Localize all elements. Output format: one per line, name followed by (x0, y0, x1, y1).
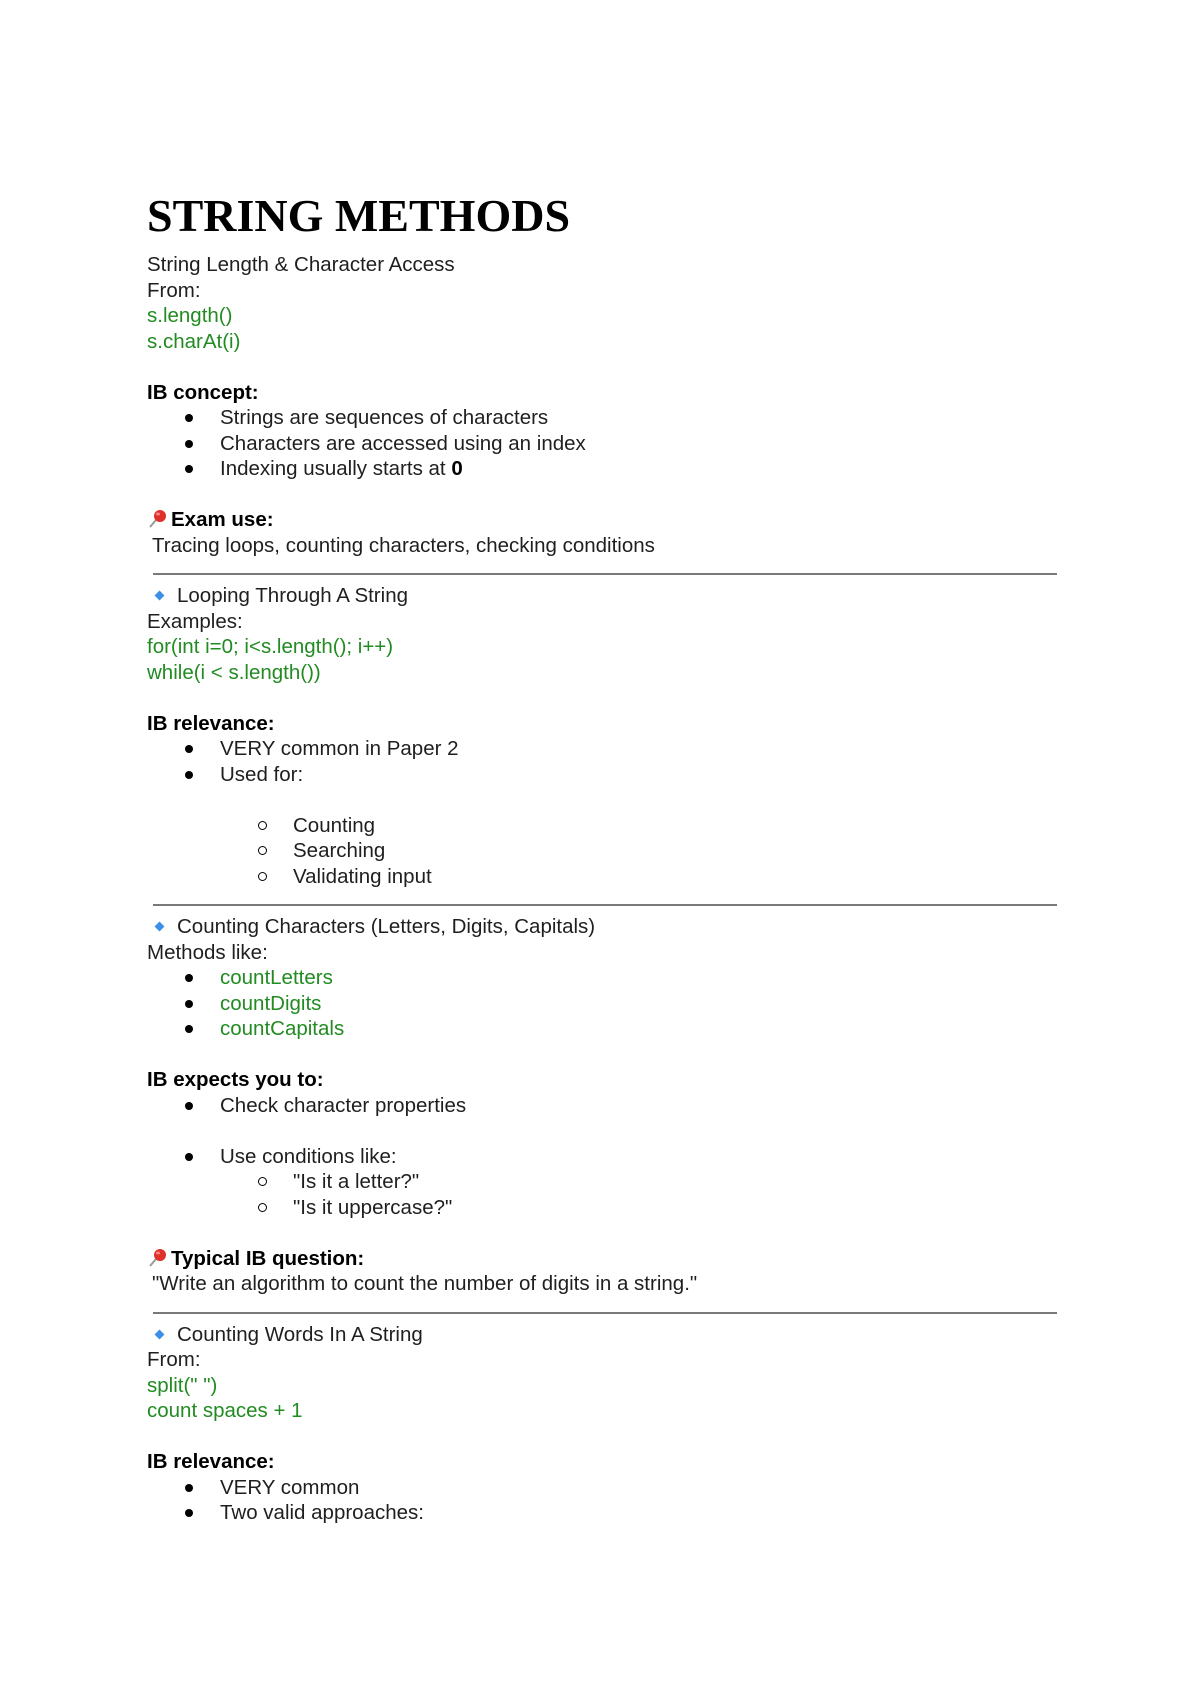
code-line: s.charAt(i) (147, 329, 241, 353)
bullet-icon (185, 1000, 193, 1008)
conditions-sublist (147, 1169, 1067, 1220)
list-item: Indexing usually starts at 0 (147, 456, 1067, 482)
list-item: VERY common in Paper 2 (147, 736, 1067, 762)
bullet-icon (185, 1153, 193, 1161)
sublist-item: "Is it uppercase?" (147, 1195, 1067, 1221)
index-zero: 0 (451, 457, 463, 480)
pushpin-icon (147, 1247, 171, 1267)
from-label: From: (147, 1348, 201, 1371)
sublist-item: Validating input (147, 864, 1067, 890)
bullet-icon (185, 1025, 193, 1033)
code-line: s.length() (147, 304, 233, 327)
from-label: From: (147, 278, 201, 302)
code-line: while(i < s.length()) (147, 660, 321, 684)
sublist-item: Searching (147, 838, 1067, 864)
divider (153, 1312, 1057, 1314)
circle-bullet-icon (258, 872, 267, 881)
concept-list (147, 405, 1067, 482)
list-item: countDigits (147, 991, 1067, 1017)
exam-use-label: Exam use: (147, 507, 1067, 533)
bullet-icon (185, 1509, 193, 1517)
question-label: Typical IB question: (147, 1246, 1067, 1272)
bullet-icon (185, 771, 193, 779)
section-heading: String Length & Character Access (147, 253, 455, 276)
methods-list (147, 965, 1067, 1042)
expects-list (147, 1093, 1067, 1119)
circle-bullet-icon (258, 1177, 267, 1186)
page-title: STRING METHODS (147, 190, 571, 241)
list-item: Used for: (147, 762, 1067, 788)
list-item: VERY common (147, 1475, 1067, 1501)
question-text: "Write an algorithm to count the number of digits in a string." (152, 1272, 698, 1295)
relevance-list (147, 1475, 1067, 1526)
blue-diamond-icon (155, 591, 165, 601)
section-heading: Counting Characters (Letters, Digits, Capitals) (147, 914, 1067, 940)
circle-bullet-icon (258, 1203, 267, 1212)
expects-label: IB expects you to: (147, 1068, 324, 1091)
divider (153, 904, 1057, 906)
code-line: count spaces + 1 (147, 1399, 303, 1422)
list-item: countLetters (147, 965, 1067, 991)
used-for-sublist (147, 813, 1067, 890)
sublist-item: "Is it a letter?" (147, 1169, 1067, 1195)
list-item: Strings are sequences of characters (147, 405, 1067, 431)
relevance-label: IB relevance: (147, 1450, 275, 1473)
section-heading: Looping Through A String (147, 583, 1067, 609)
relevance-label: IB relevance: (147, 711, 275, 735)
concept-label: IB concept: (147, 380, 259, 404)
bullet-icon (185, 745, 193, 753)
pushpin-icon (147, 508, 171, 528)
expects-list-continued (147, 1144, 1067, 1170)
divider (153, 573, 1057, 575)
exam-use-text: Tracing loops, counting characters, checking conditions (152, 533, 655, 557)
list-item: Use conditions like: (147, 1144, 1067, 1170)
methods-label: Methods like: (147, 940, 268, 964)
blue-diamond-icon (155, 922, 165, 932)
bullet-icon (185, 974, 193, 982)
code-line: split(" ") (147, 1373, 218, 1397)
bullet-icon (185, 1102, 193, 1110)
bullet-icon (185, 465, 193, 473)
blue-diamond-icon (155, 1329, 165, 1339)
list-item: Two valid approaches: (147, 1500, 1067, 1526)
code-line: for(int i=0; i<s.length(); i++) (147, 635, 394, 658)
list-item: Check character properties (147, 1093, 1067, 1119)
examples-label: Examples: (147, 609, 243, 633)
bullet-icon (185, 414, 193, 422)
list-item: countCapitals (147, 1016, 1067, 1042)
relevance-list (147, 736, 1067, 787)
document-page (147, 188, 1067, 1526)
circle-bullet-icon (258, 846, 267, 855)
circle-bullet-icon (258, 821, 267, 830)
list-item: Characters are accessed using an index (147, 431, 1067, 457)
bullet-icon (185, 440, 193, 448)
section-heading: Counting Words In A String (147, 1322, 1067, 1348)
bullet-icon (185, 1484, 193, 1492)
sublist-item: Counting (147, 813, 1067, 839)
